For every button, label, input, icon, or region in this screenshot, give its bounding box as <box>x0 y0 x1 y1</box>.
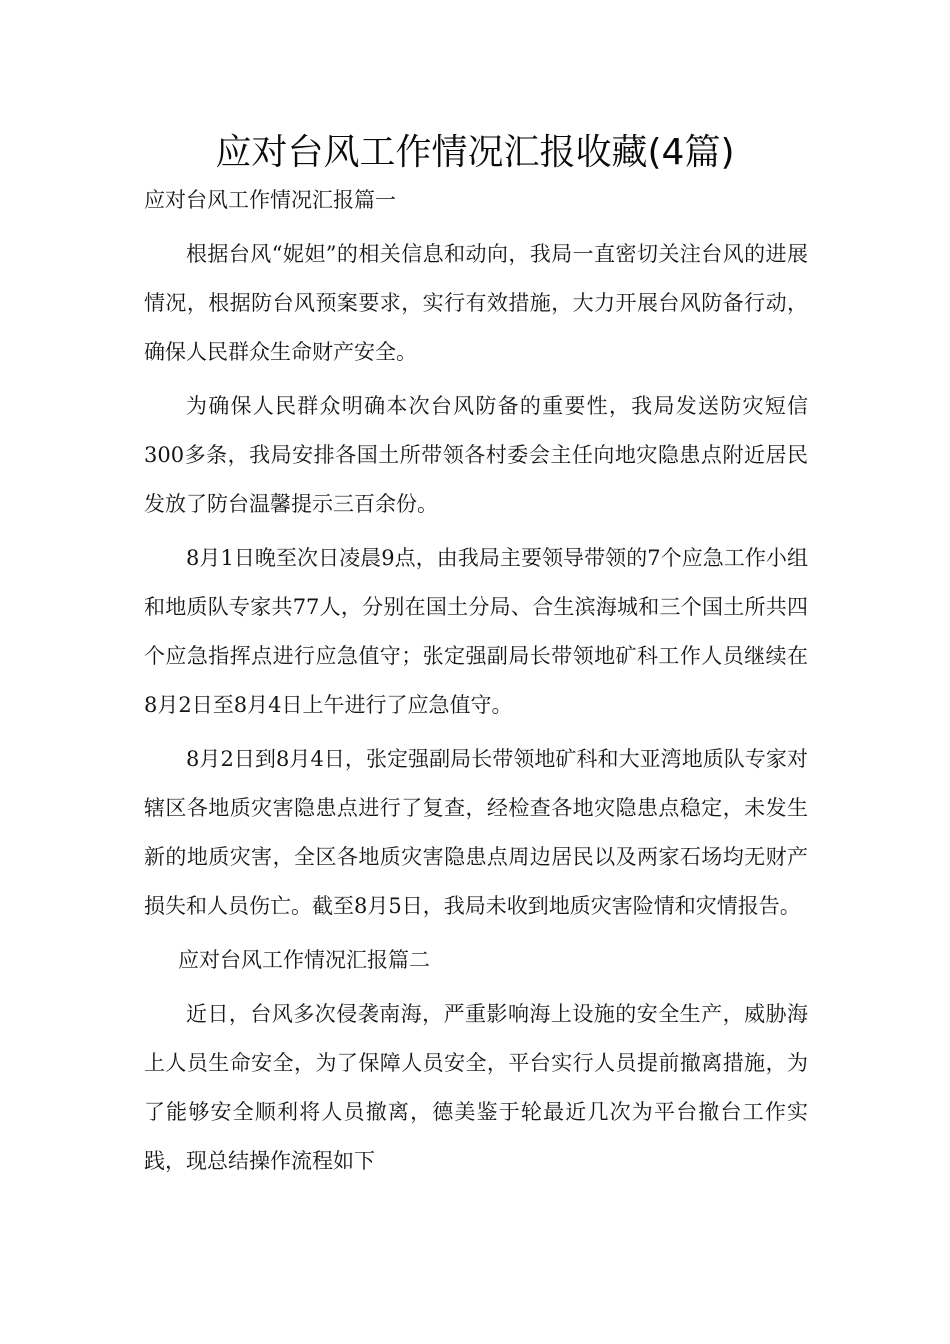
section-heading-1: 应对台风工作情况汇报篇一 <box>144 188 396 212</box>
document-title: 应对台风工作情况汇报收藏(4篇) <box>215 132 735 173</box>
document-body <box>144 176 808 1186</box>
paragraph: 8月2日到8月4日，张定强副局长带领地矿科和大亚湾地质队专家对辖区各地质灾害隐患点进行了复查，经检查各地灾隐患点稳定，未发生新的地质灾害，全区各地质灾害隐患点周边居民以及两家石场均无财产损失和人员伤亡。截至8月5日，我局未收到地质灾害险情和灾情报告。 <box>144 747 808 918</box>
paragraph: 近日，台风多次侵袭南海，严重影响海上设施的安全生产，威胁海上人员生命安全，为了保障人员安全，平台实行人员提前撤离措施，为了能够安全顺利将人员撤离，德美鉴于轮最近几次为平台撤台工作实践，现总结操作流程如下 <box>144 1002 808 1173</box>
paragraph: 为确保人民群众明确本次台风防备的重要性，我局发送防灾短信300多条，我局安排各国土所带领各村委会主任向地灾隐患点附近居民发放了防台温馨提示三百余份。 <box>144 394 808 516</box>
paragraph: 8月1日晚至次日凌晨9点，由我局主要领导带领的7个应急工作小组和地质队专家共77人，分别在国土分局、合生滨海城和三个国土所共四个应急指挥点进行应急值守；张定强副局长带领地矿科工作人员继续在8月2日至8月4日上午进行了应急值守。 <box>144 546 808 717</box>
section-heading-2: 应对台风工作情况汇报篇二 <box>178 948 430 972</box>
paragraph: 根据台风“妮妲”的相关信息和动向，我局一直密切关注台风的进展情况，根据防台风预案要求，实行有效措施，大力开展台风防备行动，确保人民群众生命财产安全。 <box>144 242 808 364</box>
